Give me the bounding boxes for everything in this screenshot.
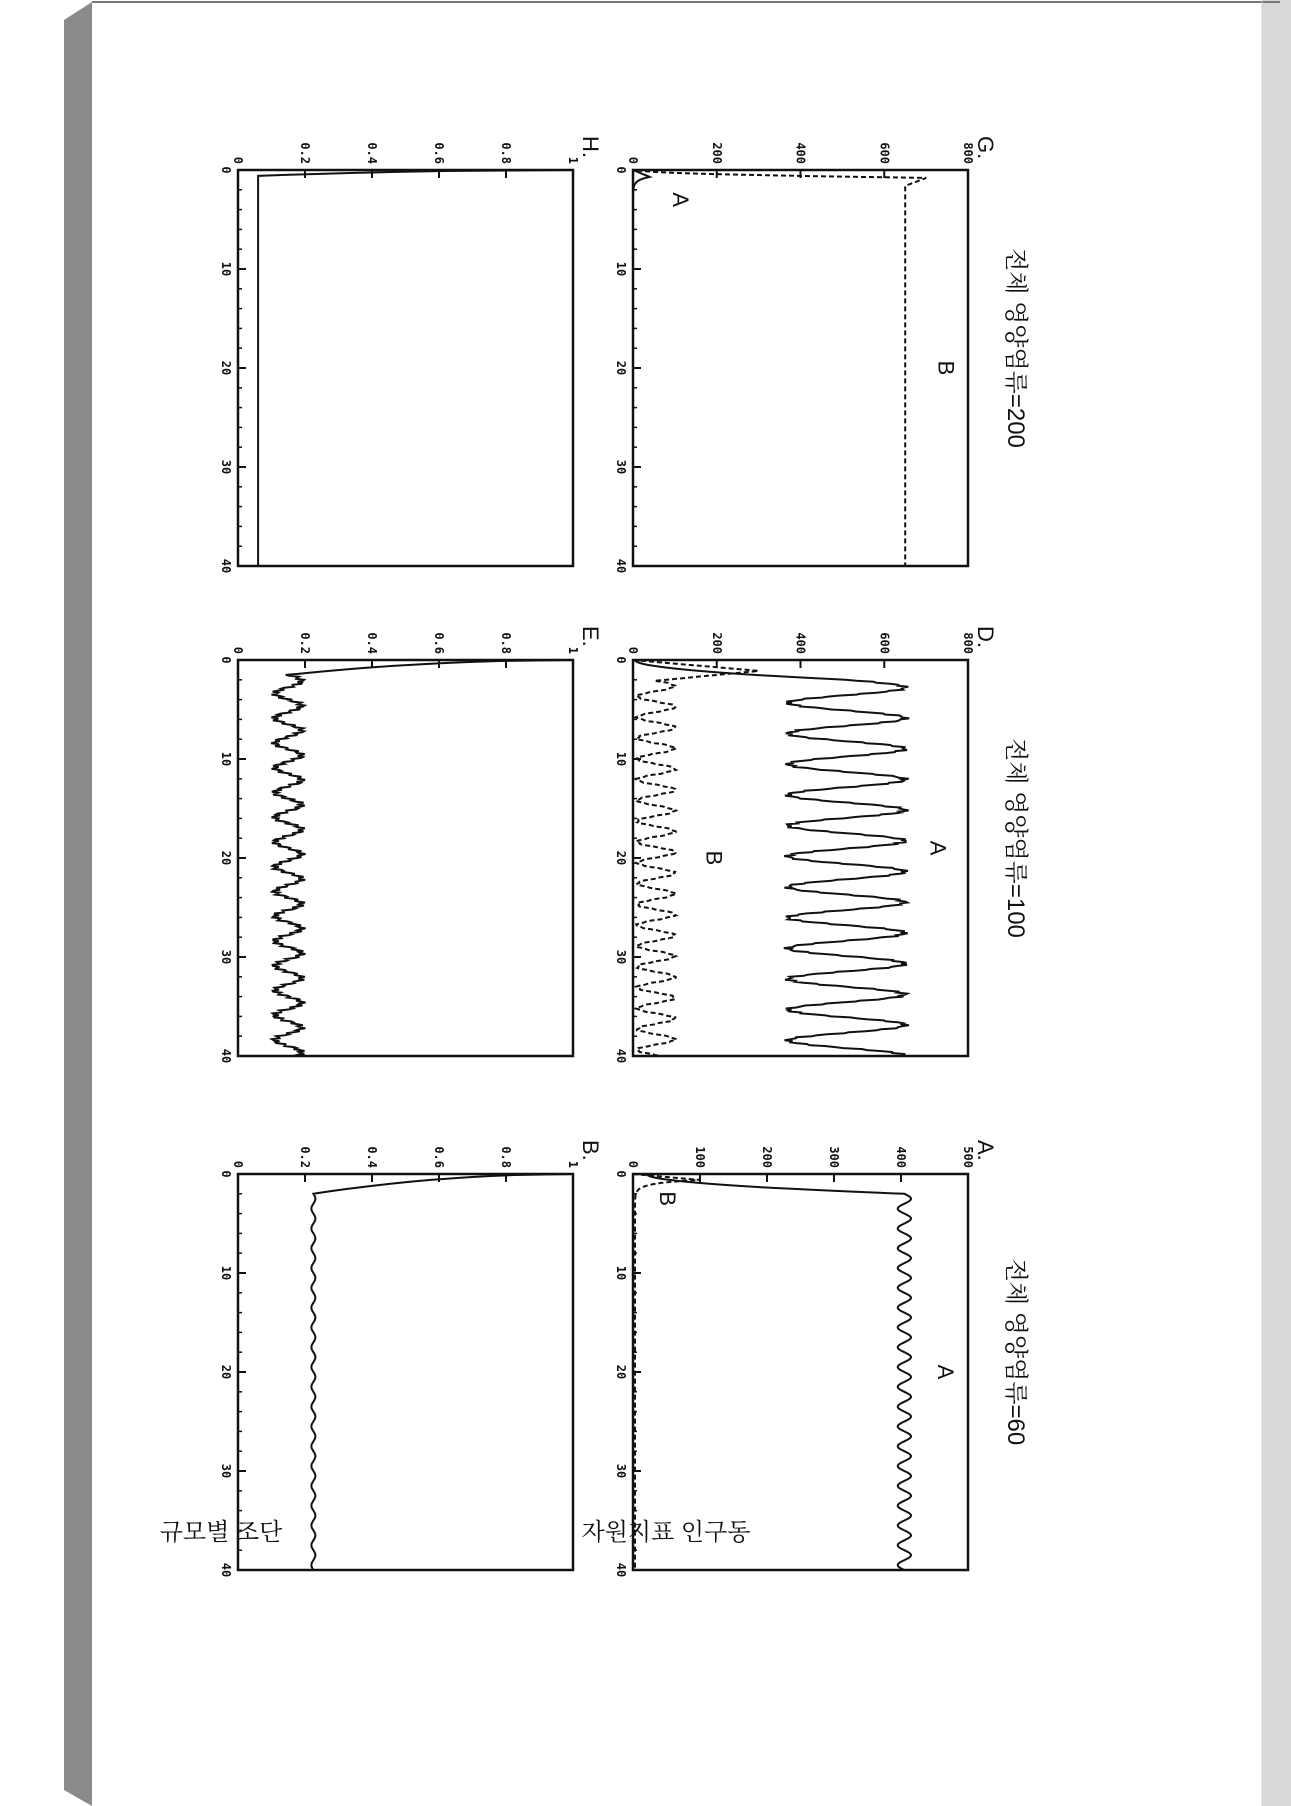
panel-group-title: 전체 영양염류=200 — [1002, 248, 1029, 448]
y-tick-label: 800 — [961, 142, 975, 164]
x-tick-label: 30 — [614, 1463, 628, 1479]
x-tick-label: 0 — [219, 656, 233, 664]
y-tick-label: 0.6 — [432, 1146, 446, 1168]
x-tick-label: 10 — [614, 751, 628, 767]
y-tick-label: 200 — [760, 1146, 774, 1168]
panel-group-title: 전체 영양염류=100 — [1002, 738, 1029, 938]
y-tick-label: 600 — [877, 142, 892, 164]
y-tick-label: 300 — [827, 1146, 841, 1168]
x-tick-label: 10 — [614, 261, 628, 277]
y-tick-label: 0.6 — [432, 632, 446, 654]
series-label: B — [701, 850, 727, 866]
y-tick-label: 0.6 — [432, 142, 446, 164]
series-label: B — [933, 360, 959, 376]
panel-label: B. — [578, 1140, 603, 1161]
y-tick-label: 1 — [566, 646, 580, 654]
y-tick-label: 100 — [693, 1146, 707, 1168]
y-tick-label: 0 — [626, 156, 640, 164]
x-tick-label: 40 — [219, 1048, 233, 1064]
y-tick-label: 400 — [793, 632, 808, 654]
series-label: A — [667, 192, 693, 208]
panel-group-title: 전체 영양염류=60 — [1002, 1258, 1029, 1446]
x-tick-label: 40 — [219, 1562, 233, 1578]
x-tick-label: 20 — [614, 1364, 628, 1380]
x-tick-label: 30 — [219, 949, 233, 965]
y-axis-title-bottom: 자원지표 인구동 — [581, 1519, 751, 1546]
x-tick-label: 20 — [219, 360, 233, 376]
panel-label: E. — [578, 626, 603, 647]
x-tick-label: 30 — [614, 949, 628, 965]
x-tick-label: 40 — [614, 1562, 628, 1578]
y-tick-label: 0 — [231, 156, 245, 164]
y-tick-label: 400 — [793, 142, 808, 164]
panel-label: D. — [973, 626, 998, 648]
page-left-edge — [64, 2, 92, 1806]
y-tick-label: 0 — [231, 1160, 245, 1168]
y-tick-label: 1 — [566, 156, 580, 164]
y-tick-label: 0.8 — [499, 142, 513, 164]
y-tick-label: 400 — [894, 1146, 908, 1168]
y-tick-label: 0.2 — [298, 1146, 312, 1168]
y-tick-label: 0.4 — [365, 632, 379, 654]
y-axis-title-top: 규모별 조단 — [159, 1519, 283, 1546]
x-tick-label: 40 — [614, 558, 628, 574]
y-tick-label: 0.2 — [298, 142, 312, 164]
y-tick-label: 0.2 — [298, 632, 312, 654]
y-tick-label: 0 — [231, 646, 245, 654]
series-label: A — [925, 840, 951, 856]
x-tick-label: 10 — [219, 1265, 233, 1281]
y-tick-label: 0.4 — [365, 142, 379, 164]
y-tick-label: 0.8 — [499, 1146, 513, 1168]
x-tick-label: 30 — [614, 459, 628, 475]
x-tick-label: 40 — [614, 1048, 628, 1064]
y-tick-label: 1 — [566, 1160, 580, 1168]
y-tick-label: 600 — [877, 632, 892, 654]
y-tick-label: 0 — [626, 1160, 640, 1168]
x-tick-label: 30 — [219, 459, 233, 475]
x-tick-label: 20 — [219, 1364, 233, 1380]
x-tick-label: 20 — [614, 360, 628, 376]
panel-label: G. — [973, 136, 998, 160]
x-tick-label: 10 — [614, 1265, 628, 1281]
page-shadow — [1262, 0, 1291, 1806]
panel-label: H. — [578, 136, 603, 158]
x-tick-label: 0 — [219, 166, 233, 174]
panel-label: A. — [973, 1140, 998, 1161]
x-tick-label: 20 — [219, 850, 233, 866]
y-tick-label: 0.8 — [499, 632, 513, 654]
y-tick-label: 800 — [961, 632, 975, 654]
x-tick-label: 30 — [219, 1463, 233, 1479]
y-tick-label: 200 — [709, 142, 724, 164]
y-tick-label: 500 — [961, 1146, 975, 1168]
x-tick-label: 10 — [219, 261, 233, 277]
series-label: A — [932, 1364, 958, 1380]
x-tick-label: 20 — [614, 850, 628, 866]
series-label: B — [654, 1191, 680, 1207]
x-tick-label: 0 — [614, 166, 628, 174]
x-tick-label: 0 — [614, 1170, 628, 1178]
y-tick-label: 0 — [626, 646, 640, 654]
x-tick-label: 10 — [219, 751, 233, 767]
y-tick-label: 0.4 — [365, 1146, 379, 1168]
y-tick-label: 200 — [709, 632, 724, 654]
x-tick-label: 40 — [219, 558, 233, 574]
x-tick-label: 0 — [614, 656, 628, 664]
x-tick-label: 0 — [219, 1170, 233, 1178]
